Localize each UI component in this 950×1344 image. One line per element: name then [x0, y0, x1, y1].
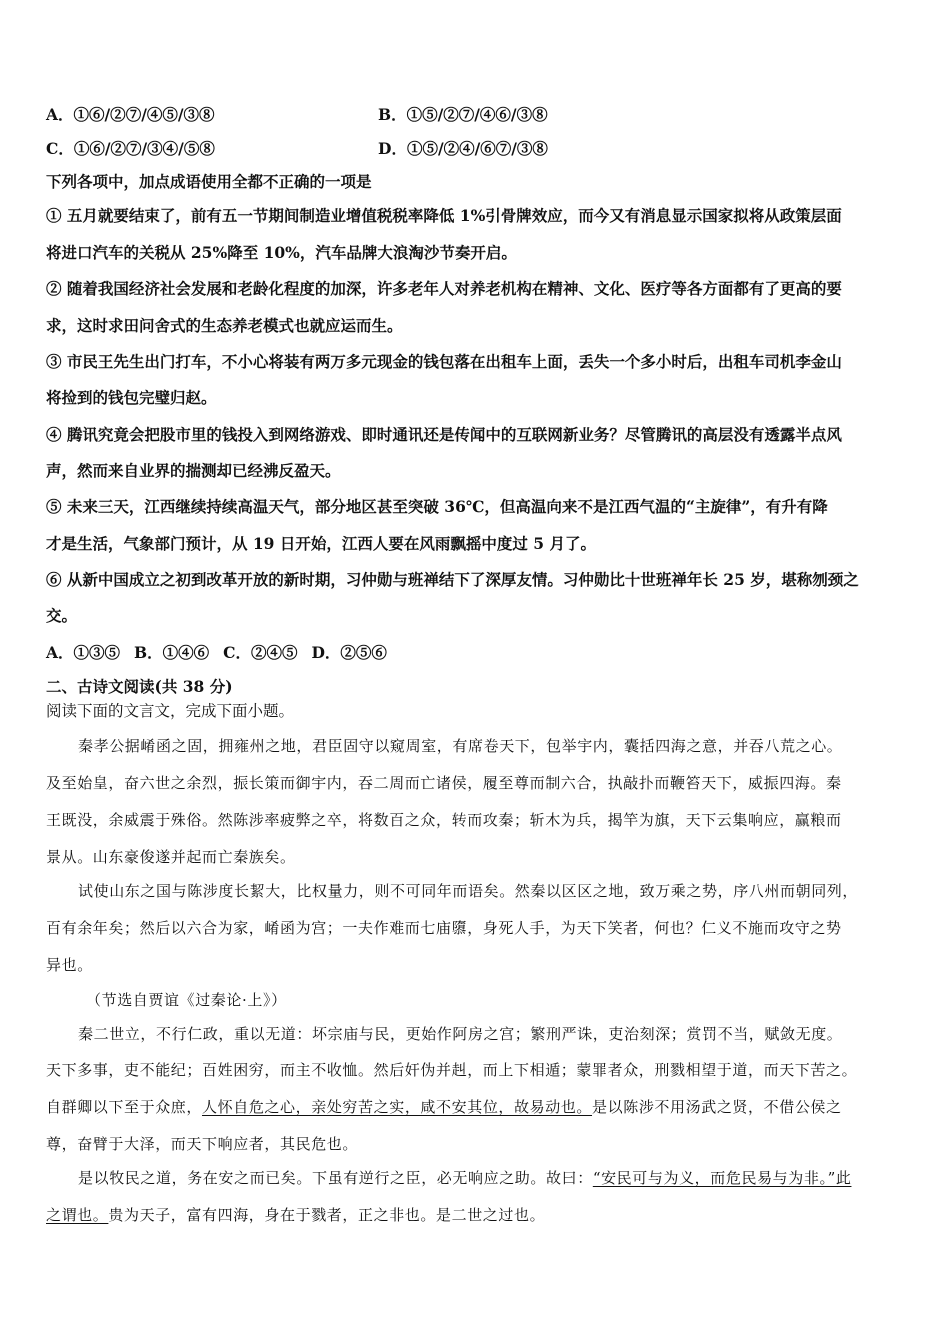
- item-2-line-2: 求，这时求田问舍式的生态养老模式也就应运而生。: [46, 316, 403, 335]
- choice-d: D．②⑤⑥: [311, 643, 387, 662]
- item-5-line-1: ⑤ 未来三天，江西继续持续高温天气，部分地区甚至突破 36℃，但高温向来不是江西气温的“主旋律”，有升有降: [46, 497, 828, 516]
- item-5-line-2: 才是生活，气象部门预计，从 19 日开始，江西人要在风雨飘摇中度过 5 月了。: [46, 534, 596, 553]
- option-a: A．①⑥/②⑦/④⑤/③⑧: [46, 105, 215, 124]
- option-d: D．①⑤/②④/⑥⑦/③⑧: [378, 139, 548, 158]
- passage1-source: （节选自贾谊《过秦论·上》）: [86, 991, 287, 1009]
- item-1-line-2: 将进口汽车的关税从 25%降至 10%，汽车品牌大浪淘沙节奏开启。: [46, 243, 517, 262]
- passage1-p1-line-2: 及至始皇，奋六世之余烈，振长策而御宇内，吞二周而亡诸侯，履至尊而制六合，执敲扑而鞭笞天下，威振四海。秦: [46, 774, 842, 792]
- item-6-line-1: ⑥ 从新中国成立之初到改革开放的新时期，习仲勋与班禅结下了深厚友情。习仲勋比十世班禅年长 25 岁，堪称刎颈之: [46, 570, 859, 589]
- choice-a: A．①③⑤: [46, 643, 121, 662]
- passage2-p2-line-1-start: 是以牧民之道，务在安之而已矣。下虽有逆行之臣，必无响应之助。故曰：: [78, 1169, 593, 1187]
- choice-b: B．①④⑥: [134, 643, 210, 662]
- passage2-p2-line-2-rest: 贵为天子，富有四海，身在于戮者，正之非也。是二世之过也。: [108, 1206, 546, 1224]
- item-6-line-2: 交。: [46, 606, 78, 625]
- section-title: 二、古诗文阅读(共 38 分): [46, 677, 233, 696]
- choice-c: C．②④⑤: [223, 643, 298, 662]
- item-1-line-1: ① 五月就要结束了，前有五一节期间制造业增值税税率降低 1%引骨牌效应，而今又有消息显示国家拟将从政策层面: [46, 206, 842, 225]
- passage1-p2-line-1: 试使山东之国与陈涉度长絜大，比权量力，则不可同年而语矣。然秦以区区之地，致万乘之势，序八州而朝同列，: [78, 882, 859, 900]
- item-4-line-1: ④ 腾讯究竟会把股市里的钱投入到网络游戏、即时通讯还是传闻中的互联网新业务？尽管腾讯的高层没有透露半点风: [46, 425, 842, 444]
- item-3-line-2: 将捡到的钱包完璧归赵。: [46, 388, 217, 407]
- passage2-p2-line-1: [78, 1166, 851, 1190]
- passage1-p2-line-3: 异也。: [46, 956, 93, 974]
- passage2-p1-line-3-start: 自群卿以下至于众庶，: [46, 1098, 203, 1116]
- item-3-line-1: ③ 市民王先生出门打车，不小心将装有两万多元现金的钱包落在出租车上面，丢失一个多小时后，出租车司机李金山: [46, 352, 842, 371]
- question-stem: 下列各项中，加点成语使用全都不正确的一项是: [46, 172, 372, 191]
- answer-choices: [46, 641, 387, 665]
- item-2-line-1: ② 随着我国经济社会发展和老龄化程度的加深，许多老年人对养老机构在精神、文化、医疗等各方面都有了更高的要: [46, 279, 842, 298]
- passage1-p1-line-4: 景从。山东豪俊遂并起而亡秦族矣。: [46, 848, 296, 866]
- underlined-sentence-2-end: 之谓也。: [46, 1206, 109, 1224]
- underlined-sentence-1: 人怀自危之心，亲处穷苦之实，咸不安其位，故易动也。: [202, 1098, 593, 1116]
- option-c: C．①⑥/②⑦/③④/⑤⑧: [46, 139, 215, 158]
- passage2-p1-line-3-end: 是以陈涉不用汤武之贤，不借公侯之: [592, 1098, 842, 1116]
- underlined-sentence-2: “安民可与为义，而危民易与为非。”此: [592, 1169, 852, 1187]
- passage2-p1-line-2: 天下多事，吏不能纪；百姓困穷，而主不收恤。然后奸伪并赳，而上下相遁；蒙罪者众，刑戮相望于道，而天下苦之。: [46, 1061, 858, 1079]
- item-4-line-2: 声，然而来自业界的揣测却已经沸反盈天。: [46, 461, 341, 480]
- section-instruction: 阅读下面的文言文，完成下面小题。: [46, 702, 295, 720]
- passage1-p1-line-3: 王既没，余威震于殊俗。然陈涉率疲弊之卒，将数百之众，转而攻秦；斩木为兵，揭竿为旗，天下云集响应，赢粮而: [46, 811, 842, 829]
- passage2-p1-line-4: 尊，奋臂于大泽，而天下响应者，其民危也。: [46, 1135, 359, 1153]
- option-b: B．①⑤/②⑦/④⑥/③⑧: [378, 105, 548, 124]
- passage2-p2-line-2: [46, 1203, 545, 1227]
- passage1-p1-line-1: 秦孝公据崤函之固，拥雍州之地，君臣固守以窥周室，有席卷天下，包举宇内，囊括四海之意，并吞八荒之心。: [78, 737, 843, 755]
- passage1-p2-line-2: 百有余年矣；然后以六合为家，崤函为宫；一夫作难而七庙隳，身死人手，为天下笑者，何也？仁义不施而攻守之势: [46, 919, 842, 937]
- passage2-p1-line-1: 秦二世立，不行仁政，重以无道：坏宗庙与民，更始作阿房之宫；繁刑严诛，吏治刻深；赏罚不当，赋敛无度。: [78, 1025, 843, 1043]
- passage2-p1-line-3: [46, 1095, 842, 1119]
